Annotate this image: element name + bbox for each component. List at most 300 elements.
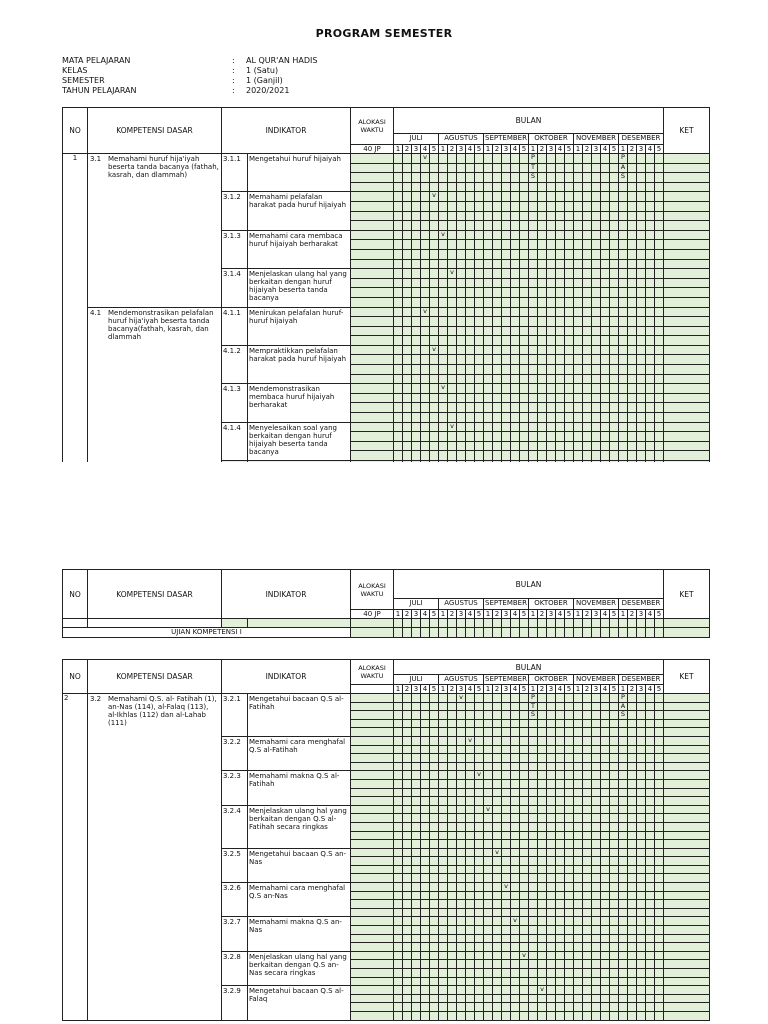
week-cell <box>583 788 592 797</box>
indicator-code: 3.2.1 <box>222 694 248 737</box>
week-cell <box>412 857 421 866</box>
header-month: NOVEMBER <box>574 675 619 685</box>
week-cell <box>646 865 655 874</box>
week-cell <box>529 934 538 943</box>
week-cell <box>646 728 655 737</box>
indicator-code: 3.2.5 <box>222 848 248 882</box>
meta-value: AL QUR'AN HADIS <box>246 56 318 65</box>
week-cell <box>439 771 448 780</box>
meta-label: TAHUN PELAJARAN <box>62 86 137 95</box>
week-cell <box>448 900 457 909</box>
week-cell <box>637 969 646 978</box>
header-no: NO <box>63 108 88 154</box>
alokasi-cell <box>351 891 394 900</box>
week-cell <box>511 848 520 857</box>
week-cell <box>556 934 565 943</box>
week-cell <box>601 908 610 917</box>
week-cell <box>556 943 565 952</box>
week-cell <box>610 934 619 943</box>
week-cell <box>547 977 556 986</box>
week-cell <box>493 745 502 754</box>
week-cell <box>601 943 610 952</box>
week-cell <box>655 994 664 1003</box>
week-cell <box>628 926 637 935</box>
week-cell <box>583 917 592 926</box>
week-cell <box>601 1003 610 1012</box>
week-cell <box>646 719 655 728</box>
week-cell <box>430 994 439 1003</box>
week-cell <box>484 986 493 995</box>
week-cell <box>628 754 637 763</box>
indicator-text: Menjelaskan ulang hal yang berkaitan dengan Q.S al-Fatihah secara ringkas <box>248 805 351 848</box>
week-cell <box>529 788 538 797</box>
header-week-number: 4 <box>421 145 430 154</box>
week-cell <box>601 986 610 995</box>
week-cell <box>556 848 565 857</box>
week-cell <box>601 883 610 892</box>
week-cell <box>484 814 493 823</box>
week-cell <box>511 771 520 780</box>
header-week-number: 5 <box>430 685 439 694</box>
week-cell <box>394 1003 403 1012</box>
header-week-number: 1 <box>619 610 628 619</box>
week-cell <box>610 711 619 720</box>
week-cell <box>583 969 592 978</box>
week-cell: v <box>475 771 484 780</box>
week-cell <box>466 840 475 849</box>
week-cell <box>403 891 412 900</box>
week-cell <box>394 1011 403 1020</box>
week-cell <box>646 814 655 823</box>
week-cell <box>520 908 529 917</box>
week-cell <box>520 969 529 978</box>
ket-cell <box>664 917 710 926</box>
week-cell <box>484 969 493 978</box>
week-cell <box>583 822 592 831</box>
indicator-code: 4.1.2 <box>222 345 248 383</box>
week-cell <box>484 951 493 960</box>
header-week-number: 2 <box>448 145 457 154</box>
header-week-number: 2 <box>448 685 457 694</box>
week-cell <box>502 736 511 745</box>
indicator-text: Memahami cara menghafal Q.S al-Fatihah <box>248 736 351 770</box>
week-cell <box>394 934 403 943</box>
week-cell <box>502 840 511 849</box>
week-cell <box>484 960 493 969</box>
week-cell <box>556 694 565 703</box>
week-cell <box>646 736 655 745</box>
week-cell <box>610 977 619 986</box>
week-cell <box>637 831 646 840</box>
week-cell <box>547 736 556 745</box>
week-cell <box>475 848 484 857</box>
week-cell <box>601 805 610 814</box>
indicator-code: 3.2.6 <box>222 883 248 917</box>
week-cell <box>457 771 466 780</box>
header-week-number: 5 <box>565 610 574 619</box>
week-cell <box>421 969 430 978</box>
week-cell <box>502 960 511 969</box>
week-cell <box>592 694 601 703</box>
alokasi-cell <box>351 917 394 926</box>
week-cell <box>520 857 529 866</box>
week-cell <box>394 969 403 978</box>
ket-cell <box>664 986 710 995</box>
header-week-number: 5 <box>475 610 484 619</box>
week-cell <box>610 943 619 952</box>
week-cell: S <box>619 711 628 720</box>
week-cell <box>457 788 466 797</box>
week-cell <box>619 736 628 745</box>
week-cell <box>439 694 448 703</box>
week-cell <box>421 840 430 849</box>
ket-cell <box>664 814 710 823</box>
week-cell <box>448 891 457 900</box>
week-cell <box>511 934 520 943</box>
week-cell <box>430 694 439 703</box>
header-week-number: 4 <box>466 610 475 619</box>
week-cell <box>592 728 601 737</box>
week-cell <box>394 831 403 840</box>
week-cell <box>583 986 592 995</box>
alokasi-cell <box>351 719 394 728</box>
week-cell <box>448 797 457 806</box>
week-cell <box>637 926 646 935</box>
header-ket: KET <box>664 108 710 154</box>
week-cell <box>412 711 421 720</box>
week-cell <box>547 805 556 814</box>
week-cell <box>574 1011 583 1020</box>
week-cell <box>457 994 466 1003</box>
header-week-number: 4 <box>511 685 520 694</box>
week-cell <box>403 994 412 1003</box>
week-cell <box>637 960 646 969</box>
week-cell <box>529 994 538 1003</box>
week-cell <box>412 917 421 926</box>
week-cell <box>601 702 610 711</box>
week-cell <box>421 745 430 754</box>
week-cell <box>610 874 619 883</box>
week-cell <box>583 951 592 960</box>
week-cell <box>547 788 556 797</box>
week-cell <box>601 951 610 960</box>
header-month: SEPTEMBER <box>484 599 529 610</box>
week-cell <box>538 891 547 900</box>
week-cell <box>403 977 412 986</box>
indicator-text: Mengetahui bacaan Q.S al-Fatihah <box>248 694 351 737</box>
week-cell <box>637 908 646 917</box>
header-week-number: 5 <box>430 610 439 619</box>
week-cell <box>448 694 457 703</box>
week-cell <box>592 814 601 823</box>
week-cell <box>637 805 646 814</box>
week-cell <box>412 822 421 831</box>
header-month: DESEMBER <box>619 675 664 685</box>
week-cell <box>403 900 412 909</box>
week-cell <box>583 814 592 823</box>
week-cell <box>646 908 655 917</box>
week-cell <box>592 702 601 711</box>
header-week-number: 1 <box>619 145 628 154</box>
header-week-number: 2 <box>538 685 547 694</box>
header-week-number: 5 <box>520 610 529 619</box>
week-cell <box>610 831 619 840</box>
week-cell <box>493 969 502 978</box>
week-cell <box>430 702 439 711</box>
week-cell <box>502 694 511 703</box>
week-cell <box>511 745 520 754</box>
week-cell: S <box>529 711 538 720</box>
alokasi-cell <box>351 805 394 814</box>
week-cell <box>574 719 583 728</box>
week-cell <box>583 728 592 737</box>
week-cell <box>574 986 583 995</box>
week-cell <box>628 797 637 806</box>
week-cell: P <box>529 694 538 703</box>
week-cell <box>439 883 448 892</box>
week-cell <box>448 805 457 814</box>
week-cell <box>637 814 646 823</box>
meta-label: MATA PELAJARAN <box>62 56 131 65</box>
header-kompetensi-dasar: KOMPETENSI DASAR <box>88 570 222 619</box>
week-cell <box>628 702 637 711</box>
week-cell <box>547 694 556 703</box>
week-cell <box>583 1003 592 1012</box>
week-cell <box>565 762 574 771</box>
week-cell <box>484 874 493 883</box>
week-cell <box>592 831 601 840</box>
week-cell <box>601 1011 610 1020</box>
week-cell <box>448 1011 457 1020</box>
week-cell <box>628 711 637 720</box>
week-cell <box>556 754 565 763</box>
week-cell <box>520 994 529 1003</box>
week-cell <box>493 728 502 737</box>
week-cell <box>403 814 412 823</box>
week-cell <box>430 917 439 926</box>
week-cell <box>448 874 457 883</box>
week-cell <box>511 891 520 900</box>
week-cell <box>475 840 484 849</box>
week-cell <box>466 848 475 857</box>
week-cell <box>421 736 430 745</box>
week-cell <box>655 934 664 943</box>
week-cell: P <box>619 154 628 164</box>
week-cell <box>439 702 448 711</box>
week-cell <box>439 926 448 935</box>
week-cell <box>403 865 412 874</box>
week-cell <box>439 917 448 926</box>
kompetensi-dasar-cell <box>88 694 222 1021</box>
week-cell <box>484 797 493 806</box>
week-cell <box>502 814 511 823</box>
week-cell <box>439 754 448 763</box>
week-cell <box>592 917 601 926</box>
week-cell <box>412 728 421 737</box>
week-cell <box>412 908 421 917</box>
week-cell <box>457 926 466 935</box>
alokasi-cell <box>351 754 394 763</box>
header-week-number: 2 <box>538 610 547 619</box>
week-cell <box>403 822 412 831</box>
week-cell: v <box>421 307 430 317</box>
week-cell <box>493 951 502 960</box>
header-no: NO <box>63 570 88 619</box>
week-cell <box>493 822 502 831</box>
week-cell <box>484 891 493 900</box>
week-cell <box>412 943 421 952</box>
week-cell <box>655 822 664 831</box>
week-cell <box>619 986 628 995</box>
week-cell: v <box>511 917 520 926</box>
header-week-number: 1 <box>484 610 493 619</box>
week-cell <box>439 762 448 771</box>
week-cell <box>655 951 664 960</box>
week-cell <box>556 986 565 995</box>
week-cell <box>448 728 457 737</box>
week-cell <box>457 960 466 969</box>
week-cell <box>574 857 583 866</box>
week-cell <box>565 779 574 788</box>
header-week-number: 4 <box>601 685 610 694</box>
week-cell <box>502 917 511 926</box>
week-cell <box>646 779 655 788</box>
week-cell <box>475 874 484 883</box>
week-cell <box>538 934 547 943</box>
week-cell <box>475 900 484 909</box>
week-cell <box>610 822 619 831</box>
week-cell <box>646 926 655 935</box>
week-cell <box>628 719 637 728</box>
week-cell <box>538 711 547 720</box>
week-cell <box>394 711 403 720</box>
ket-cell <box>664 969 710 978</box>
week-cell <box>574 754 583 763</box>
week-cell <box>628 814 637 823</box>
week-cell <box>430 771 439 780</box>
week-cell <box>520 943 529 952</box>
week-cell <box>493 831 502 840</box>
week-cell <box>619 822 628 831</box>
week-cell <box>439 840 448 849</box>
alokasi-cell <box>351 908 394 917</box>
week-cell <box>457 951 466 960</box>
week-cell <box>520 788 529 797</box>
ket-cell <box>664 831 710 840</box>
header-week-number: 1 <box>529 685 538 694</box>
week-cell <box>394 865 403 874</box>
week-cell <box>421 994 430 1003</box>
meta-colon: : <box>232 66 235 75</box>
week-cell <box>412 831 421 840</box>
week-cell <box>484 779 493 788</box>
week-cell <box>412 719 421 728</box>
week-cell <box>520 779 529 788</box>
week-cell <box>601 797 610 806</box>
week-cell <box>484 831 493 840</box>
week-cell <box>646 840 655 849</box>
week-cell <box>529 822 538 831</box>
week-cell <box>574 883 583 892</box>
week-cell <box>511 926 520 935</box>
week-cell <box>529 848 538 857</box>
week-cell <box>565 994 574 1003</box>
week-cell <box>556 891 565 900</box>
week-cell <box>619 814 628 823</box>
week-cell <box>637 736 646 745</box>
week-cell <box>457 814 466 823</box>
week-cell <box>394 754 403 763</box>
week-cell <box>556 728 565 737</box>
week-cell <box>484 908 493 917</box>
week-cell <box>637 874 646 883</box>
week-cell <box>448 917 457 926</box>
header-kompetensi-dasar: KOMPETENSI DASAR <box>88 660 222 694</box>
week-cell <box>502 848 511 857</box>
week-cell <box>502 762 511 771</box>
week-cell <box>637 848 646 857</box>
indicator-code: 3.1.2 <box>222 192 248 230</box>
week-cell <box>475 883 484 892</box>
week-cell <box>421 865 430 874</box>
week-cell <box>466 711 475 720</box>
week-cell <box>502 951 511 960</box>
alokasi-cell <box>351 762 394 771</box>
week-cell <box>583 736 592 745</box>
week-cell <box>628 994 637 1003</box>
ket-cell <box>664 960 710 969</box>
header-week-number: 5 <box>475 685 484 694</box>
week-cell <box>493 857 502 866</box>
week-cell <box>619 917 628 926</box>
week-cell <box>574 865 583 874</box>
week-cell <box>655 865 664 874</box>
week-cell <box>565 883 574 892</box>
week-cell <box>493 994 502 1003</box>
week-cell <box>475 736 484 745</box>
week-cell <box>583 805 592 814</box>
week-cell <box>565 874 574 883</box>
header-week-number: 5 <box>655 145 664 154</box>
indicator-text: Mengetahui bacaan Q.S al-Falaq <box>248 986 351 1020</box>
week-cell <box>484 762 493 771</box>
indicator-text: Menjelaskan ulang hal yang berkaitan dengan Q.S an-Nas secara ringkas <box>248 951 351 985</box>
week-cell <box>538 900 547 909</box>
week-cell <box>412 934 421 943</box>
week-cell <box>439 1003 448 1012</box>
week-cell <box>529 969 538 978</box>
week-cell <box>457 711 466 720</box>
week-cell: v <box>457 694 466 703</box>
week-cell <box>538 771 547 780</box>
week-cell <box>556 788 565 797</box>
week-cell <box>601 969 610 978</box>
week-cell <box>538 1003 547 1012</box>
week-cell <box>601 977 610 986</box>
week-cell <box>574 745 583 754</box>
week-cell <box>466 874 475 883</box>
week-cell <box>565 986 574 995</box>
week-cell <box>610 917 619 926</box>
week-cell <box>592 745 601 754</box>
week-cell <box>556 719 565 728</box>
week-cell <box>610 736 619 745</box>
week-cell <box>583 883 592 892</box>
week-cell <box>439 977 448 986</box>
week-cell <box>556 969 565 978</box>
week-cell <box>412 977 421 986</box>
week-cell <box>475 788 484 797</box>
